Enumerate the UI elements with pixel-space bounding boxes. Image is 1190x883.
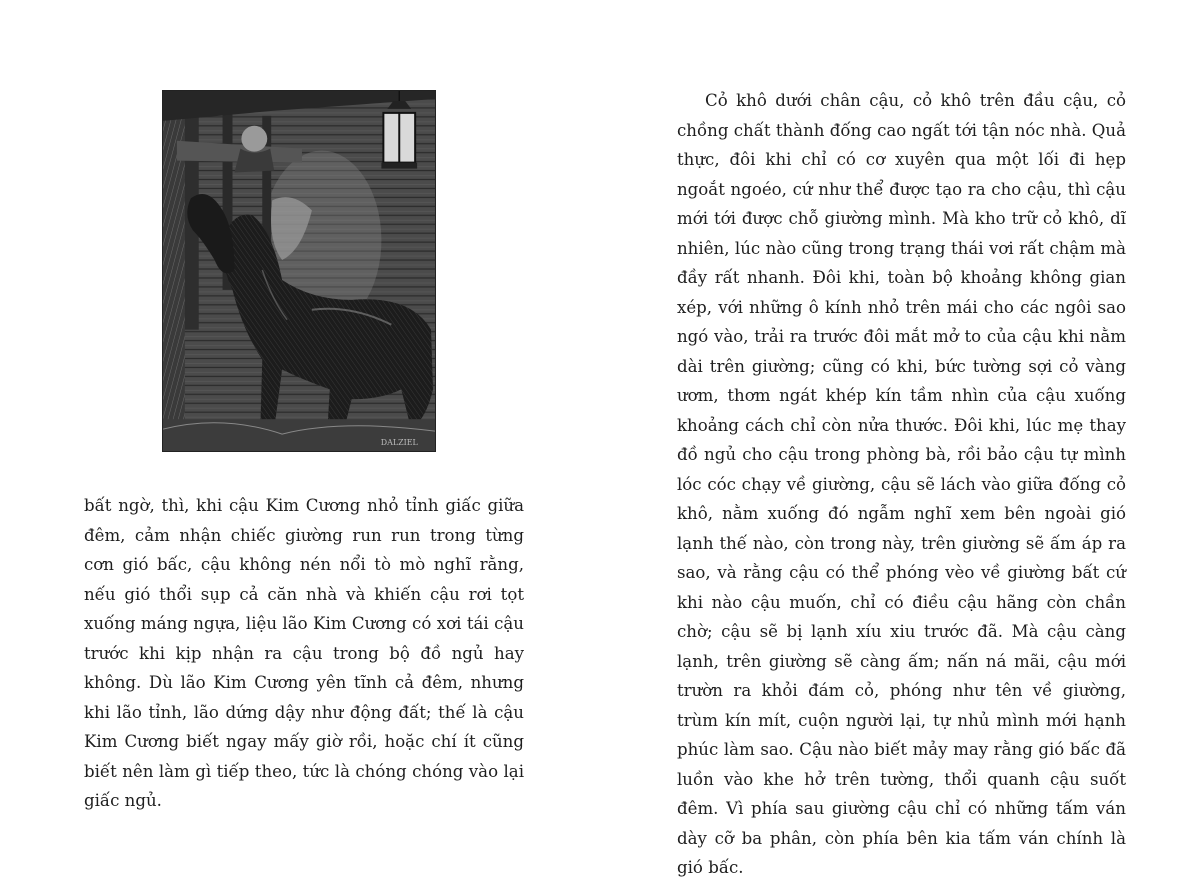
right-page [595, 0, 1190, 877]
left-page [0, 0, 595, 810]
left-page-paragraph: bất ngờ, thì, khi cậu Kim Cương nhỏ tỉnh giấc giữa đêm, cảm nhận chiếc giường run run trong từng cơn gió bấc, cậu không nén nổi tò mò nghĩ rằng, nếu gió thổi sụp cả căn nhà và khiến cậu rơi tọt xuống máng ngựa, liệu lão Kim Cương có xơi tái cậu trước khi kịp nhận ra cậu trong bộ đồ ngủ hay không. Dù lão Kim Cương yên tĩnh cả đêm, nhưng khi lão tỉnh, lão dứng dậy như động đất; thế là cậu Kim Cương biết ngay mấy giờ rồi, hoặc chí ít cũng biết nên làm gì tiếp theo, tức là chóng chóng vào lại giấc ngủ. [84, 496, 524, 810]
svg-text:DALZIEL: DALZIEL [380, 438, 418, 448]
right-page-paragraph: Cỏ khô dưới chân cậu, cỏ khô trên đầu cậu, cỏ chồng chất thành đống cao ngất tới tận nóc nhà. Quả thực, đôi khi chỉ có cơ xuyên qua một lối đi hẹp ngoắt ngoéo, cứ như thể được tạo ra cho cậu, thì cậu mới tới được chỗ giường mình. Mà kho trữ cỏ khô, dĩ nhiên, lúc nào cũng trong trạng thái vơi rất chậm mà đầy rất nhanh. Đôi khi, toàn bộ khoảng không gian xép, với những ô kính nhỏ trên mái cho các ngôi sao ngó vào, trải ra trước đôi mắt mở to của cậu khi nằm dài trên giường; cũng có khi, bức tường sợi cỏ vàng ươm, thơm ngát khép kín tầm nhìn của cậu xuống khoảng cách chỉ còn nửa thước. Đôi khi, lúc mẹ thay đồ ngủ cho cậu trong phòng bà, rồi bảo cậu tự mình lóc cóc chạy về giường, cậu sẽ lách vào giữa đống cỏ khô, nằm xuống đó ngẫm nghĩ xem bên ngoài gió lạnh thế nào, còn trong này, trên giường sẽ ấm áp ra sao, và rằng cậu có thể phóng vèo về giường bất cứ khi nào cậu muốn, chỉ có điều cậu hãng còn chần chờ; cậu sẽ bị lạnh xíu xiu trước đã. Mà cậu càng lạnh, trên giường sẽ càng ấm; nấn ná mãi, cậu mới trườn ra khỏi đám cỏ, phóng như tên về giường, trùm kín mít, cuộn người lại, tự nhủ mình mới hạnh phúc làm sao. Cậu nào biết mảy may rằng gió bấc đã luồn vào khe hở trên tường, thổi quanh cậu suốt đêm. Vì phía sau giường cậu chỉ có những tấm ván dày cỡ ba phân, còn phía bên kia tấm ván chính là gió bấc. [677, 91, 1126, 877]
illustration-boy-horse-stable-icon [162, 90, 436, 452]
